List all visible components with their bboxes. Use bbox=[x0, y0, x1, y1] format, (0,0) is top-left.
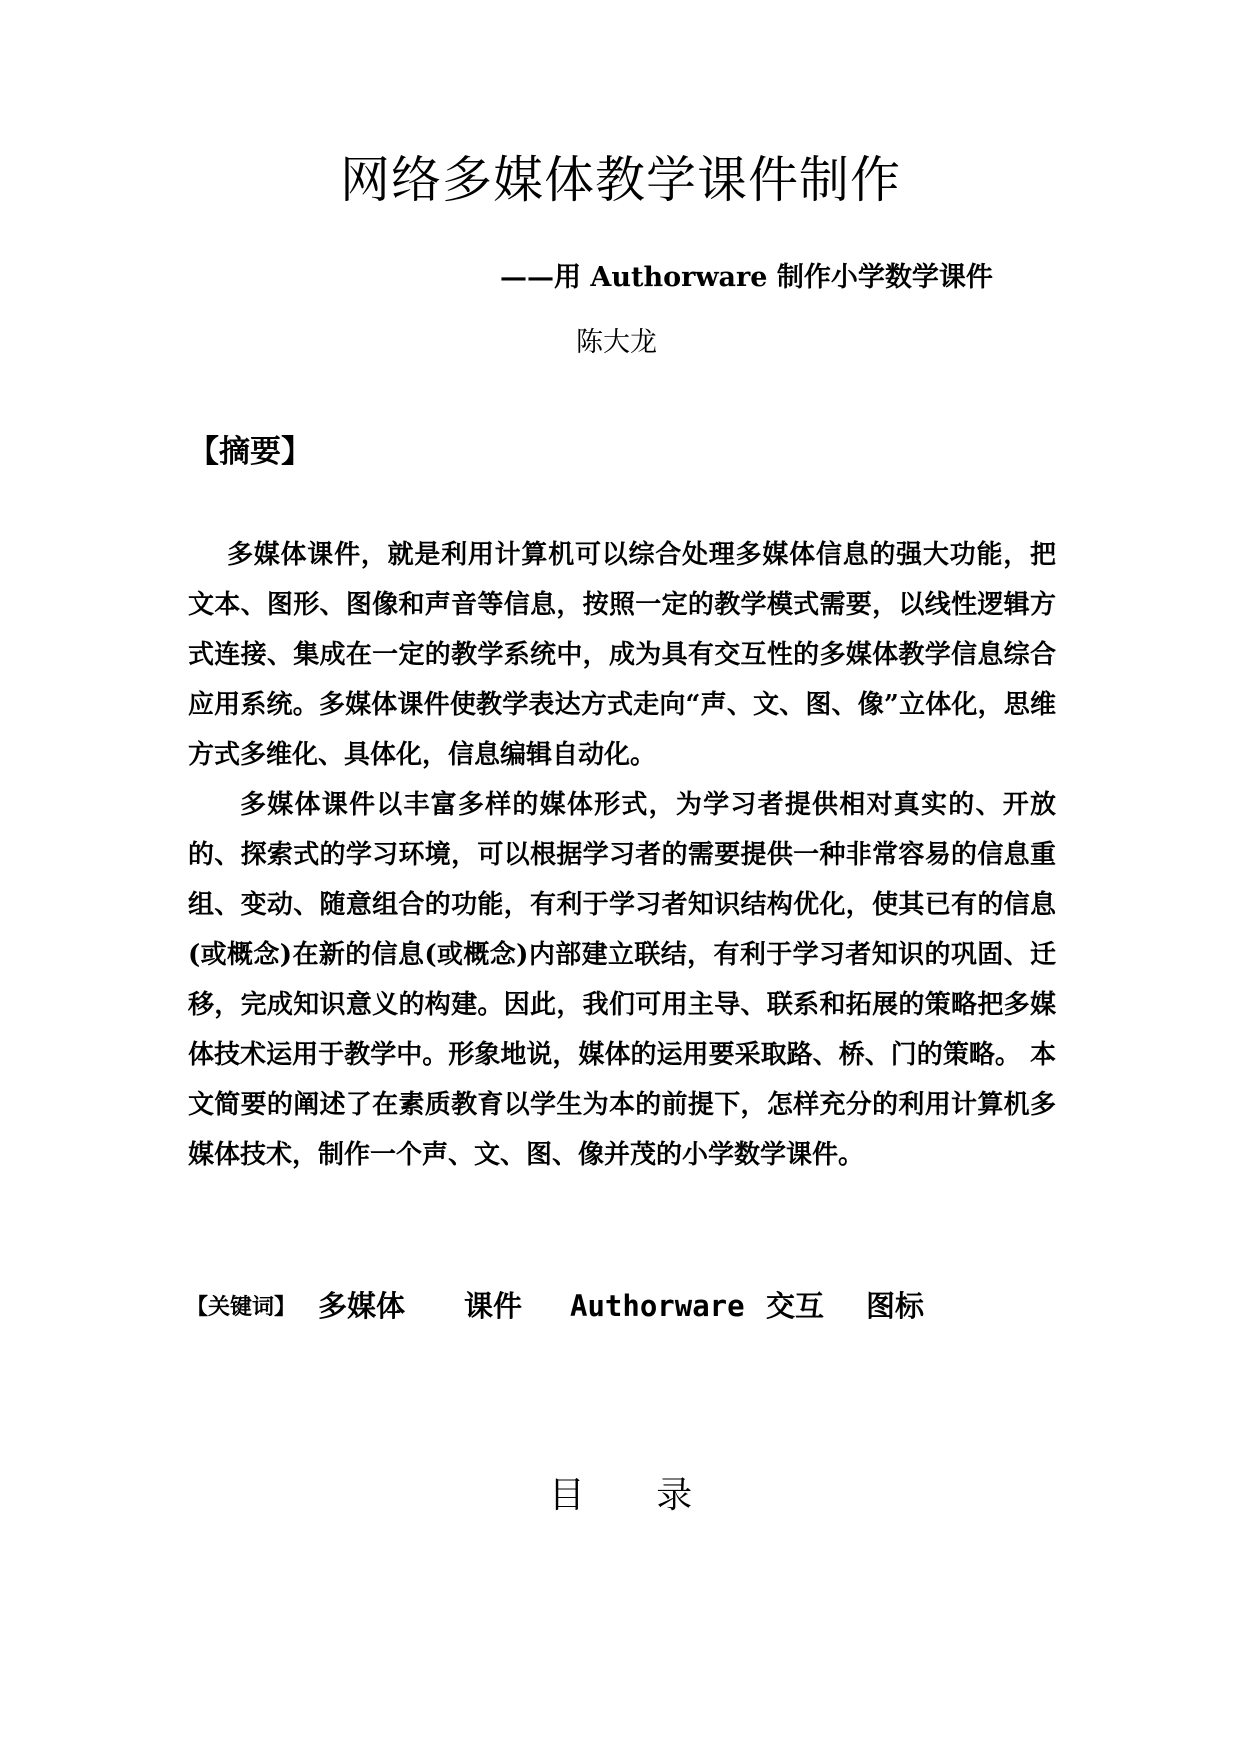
keywords-label: 【关键词】 bbox=[186, 1295, 297, 1320]
abstract-heading: 【摘要】 bbox=[188, 434, 312, 470]
abstract-paragraph-2: 多媒体课件以丰富多样的媒体形式，为学习者提供相对真实的、开放的、探索式的学习环境，可以根据学习者的需要提供一种非常容易的信息重组、变动、随意组合的功能，有利于学习者知识结构优化，使其已有的信息(或概念)在新的信息(或概念)内部建立联结，有利于学习者知识的巩固、迁移，完成知识意义的构建。因此，我们可用主导、联系和拓展的策略把多媒体技术运用于教学中。形象地说，媒体的运用要采取路、桥、门的策略。 本文简要的阐述了在素质教育以学生为本的前提下，怎样充分的利用计算机多媒体技术，制作一个声、文、图、像并茂的小学数学课件。 bbox=[188, 790, 1056, 1170]
author-name: 陈大龙 bbox=[576, 327, 657, 358]
keyword-item: 交互 bbox=[766, 1289, 825, 1323]
keyword-item: 多媒体 bbox=[318, 1289, 406, 1323]
keywords-line bbox=[186, 1284, 1056, 1332]
document-title: 网络多媒体教学课件制作 bbox=[340, 151, 901, 209]
document-subtitle: ——用 Authorware 制作小学数学课件 bbox=[500, 262, 993, 293]
toc-title: 目 录 bbox=[548, 1475, 723, 1516]
keyword-item: 课件 bbox=[464, 1289, 523, 1323]
keyword-item: 图标 bbox=[866, 1289, 925, 1323]
abstract-paragraph-1: 多媒体课件，就是利用计算机可以综合处理多媒体信息的强大功能，把文本、图形、图像和声音等信息，按照一定的教学模式需要，以线性逻辑方式连接、集成在一定的教学系统中，成为具有交互性的多媒体教学信息综合应用系统。多媒体课件使教学表达方式走向“声、文、图、像”立体化，思维方式多维化、具体化，信息编辑自动化。 bbox=[188, 540, 1056, 770]
abstract-body bbox=[188, 530, 1056, 1180]
keyword-item: Authorware bbox=[570, 1289, 745, 1323]
